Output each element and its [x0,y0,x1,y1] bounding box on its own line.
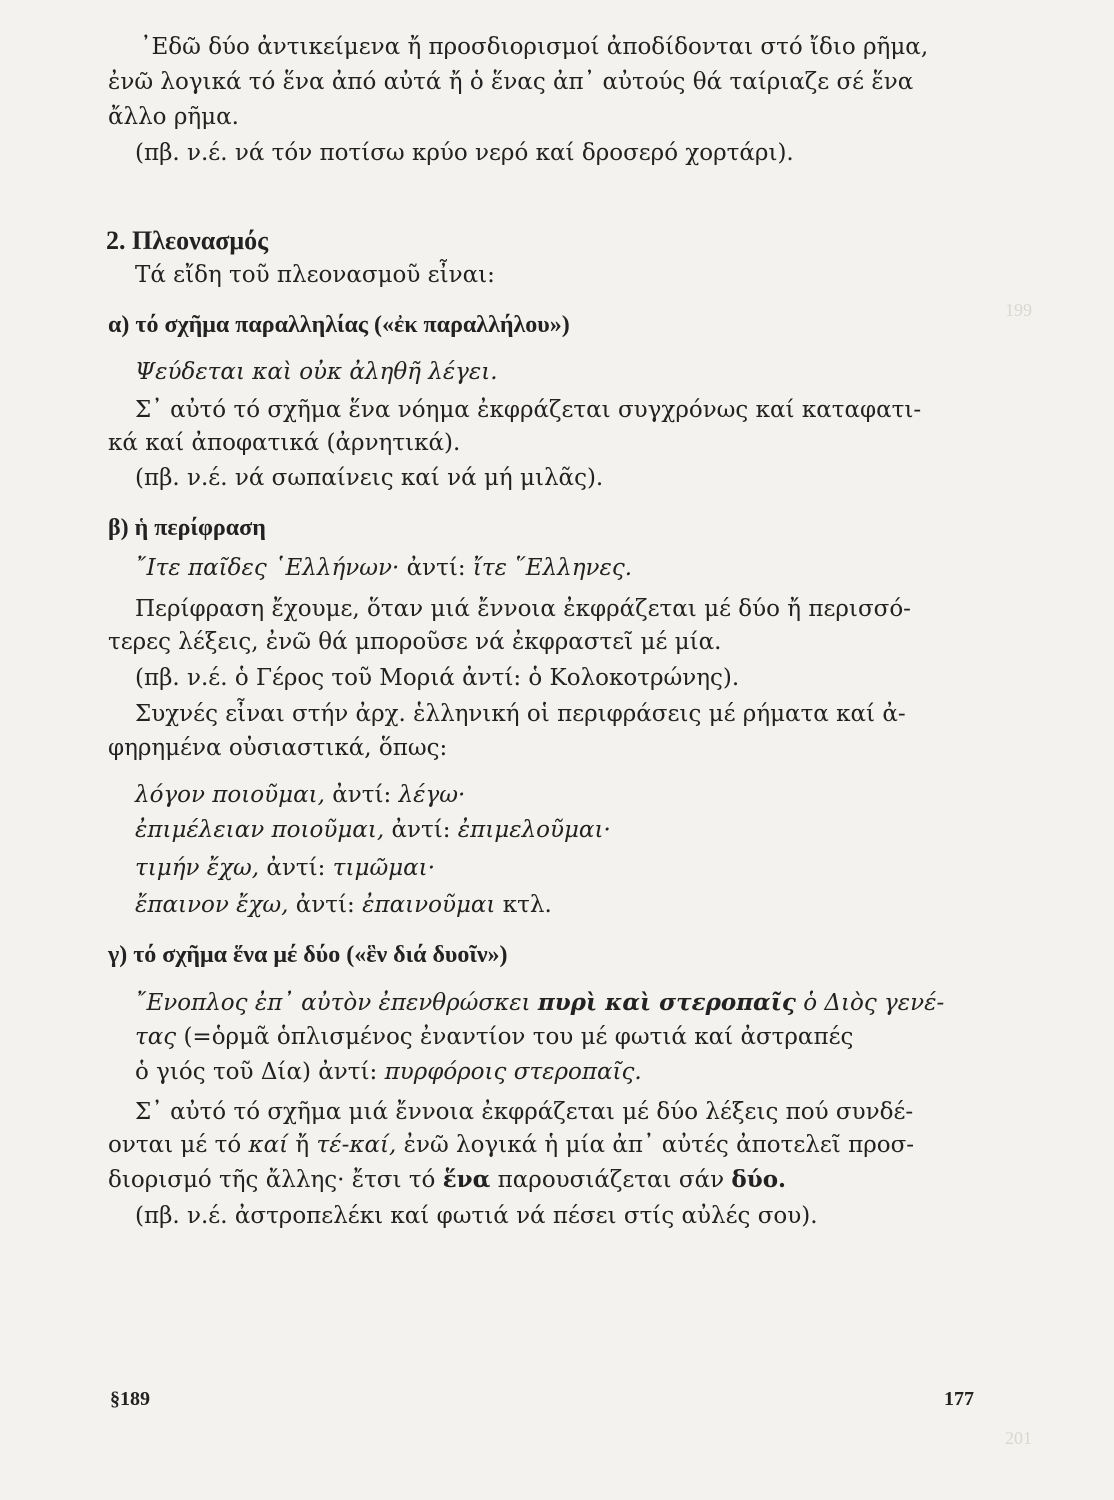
page-number: 177 [944,1388,974,1410]
text-line: Σ᾿ αὐτό τό σχῆμα ἕνα νόημα ἐκφράζεται συγχρόνως καί καταφατι- [135,397,922,423]
text-line: ἐνῶ λογικά τό ἕνα ἀπό αὐτά ἤ ὁ ἕνας ἀπ᾿ αὐτούς θά ταίριαζε σέ ἕνα [108,69,914,95]
text-line: τερες λέξεις, ἐνῶ θά μποροῦσε νά ἐκφραστεῖ μέ μία. [108,629,722,655]
example-line: ἔπαινον ἔχω, ἀντί: ἐπαινοῦμαι κτλ. [135,892,552,918]
example-line: τιμήν ἔχω, ἀντί: τιμῶμαι· [135,855,436,881]
example-line: λόγον ποιοῦμαι, ἀντί: λέγω· [135,782,466,808]
text-line: φηρημένα οὐσιαστικά, ὅπως: [108,735,448,761]
example-line: ὁ γιός τοῦ Δία) ἀντί: πυρφόροις στεροπαῖς. [135,1059,642,1085]
example-line: ῎Ιτε παῖδες ῾Ελλήνων· ἀντί: ἴτε ῞Ελληνες. [135,555,633,581]
text-line: (πβ. ν.έ. ἀστροπελέκι καί φωτιά νά πέσει στίς αὐλές σου). [135,1203,818,1229]
text-line: κά καί ἀποφατικά (ἀρνητικά). [108,430,461,456]
example-line: τας (=ὁρμᾶ ὁπλισμένος ἐναντίον του μέ φωτιά καί ἀστραπές [135,1024,854,1050]
bleed-through-mark: 201 [1005,1428,1032,1448]
text-line: (πβ. ν.έ. νά σωπαίνεις καί νά μή μιλᾶς). [135,465,604,491]
text-line: Συχνές εἶναι στήν ἀρχ. ἑλληνική οἱ περιφράσεις μέ ρήματα καί ἀ- [135,701,906,727]
subsection-heading: γ) τό σχῆμα ἕνα μέ δύο («ἓν διά δυοῖν») [108,942,508,968]
bleed-through-mark: 199 [1005,300,1032,320]
text-line: ἄλλο ρῆμα. [108,104,239,130]
text-line: διορισμό τῆς ἄλλης· ἔτσι τό ἕνα παρουσιάζεται σάν δύο. [108,1166,787,1193]
text-line: Σ᾿ αὐτό τό σχῆμα μιά ἔννοια ἐκφράζεται μέ δύο λέξεις πού συνδέ- [135,1099,914,1125]
example-line: ῎Ενοπλος ἐπ᾿ αὐτὸν ἐπενθρώσκει πυρὶ καὶ στεροπαῖς ὁ Διὸς γενέ- [135,989,945,1016]
example-line: ἐπιμέλειαν ποιοῦμαι, ἀντί: ἐπιμελοῦμαι· [135,817,611,843]
section-reference: §189 [110,1388,150,1410]
subsection-heading: α) τό σχῆμα παραλληλίας («ἐκ παραλλήλου») [108,312,570,338]
text-line: Τά εἴδη τοῦ πλεονασμοῦ εἶναι: [135,262,495,288]
text-line: ᾿Εδῶ δύο ἀντικείμενα ἤ προσδιορισμοί ἀποδίδονται στό ἴδιο ρῆμα, [140,34,929,60]
text-line: Περίφραση ἔχουμε, ὅταν μιά ἔννοια ἐκφράζεται μέ δύο ἤ περισσό- [135,596,911,622]
text-line: ονται μέ τό καί ἤ τέ-καί, ἐνῶ λογικά ἡ μία ἀπ᾿ αὐτές ἀποτελεῖ προσ- [108,1132,915,1158]
section-heading: 2. Πλεονασμός [106,226,269,255]
text-line: (πβ. ν.έ. νά τόν ποτίσω κρύο νερό καί δροσερό χορτάρι). [135,140,794,166]
example-line: Ψεύδεται καὶ οὐκ ἀληθῆ λέγει. [135,359,498,385]
text-line: (πβ. ν.έ. ὁ Γέρος τοῦ Μοριά ἀντί: ὁ Κολοκοτρώνης). [135,665,740,691]
subsection-heading: β) ἡ περίφραση [108,515,266,541]
